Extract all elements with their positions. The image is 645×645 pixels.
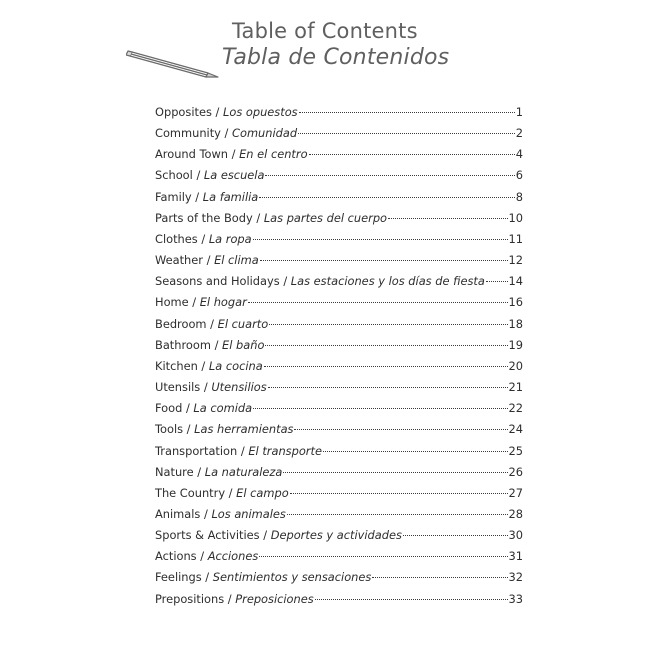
entry-text	[155, 567, 371, 588]
page-number: 28	[508, 506, 523, 521]
page-number: 20	[508, 358, 523, 373]
entry-title-english: School	[155, 168, 193, 183]
entry-separator: /	[192, 168, 204, 183]
entry-title-spanish: El transporte	[248, 443, 322, 458]
dot-leader	[265, 175, 514, 176]
entry-title-spanish: La ropa	[208, 231, 252, 246]
entry-title-english: Transportation	[155, 443, 238, 458]
toc-entry	[155, 483, 523, 504]
entry-text	[155, 356, 263, 377]
entry-text	[155, 292, 247, 313]
toc-entry	[155, 419, 523, 440]
toc-entry	[155, 102, 523, 123]
entry-title-spanish: El cuarto	[217, 316, 269, 331]
page-number: 8	[515, 189, 523, 204]
entry-separator: /	[196, 549, 208, 564]
entry-title-spanish: La cocina	[208, 358, 263, 373]
entry-separator: /	[193, 464, 205, 479]
toc-entry	[155, 187, 523, 208]
dot-leader	[264, 366, 508, 367]
toc-entry	[155, 229, 523, 250]
dot-leader	[260, 260, 508, 261]
entry-separator: /	[188, 295, 200, 310]
entry-text	[155, 187, 258, 208]
entry-separator: /	[200, 380, 212, 395]
entry-text	[155, 483, 289, 504]
entry-separator: /	[228, 147, 240, 162]
entry-text	[155, 102, 298, 123]
dot-leader	[323, 451, 508, 452]
entry-text	[155, 398, 252, 419]
entry-text	[155, 208, 387, 229]
entry-title-spanish: La naturaleza	[204, 464, 283, 479]
entry-title-spanish: El clima	[214, 253, 259, 268]
page-number: 19	[508, 337, 523, 352]
entry-separator: /	[279, 274, 291, 289]
dot-leader	[309, 154, 515, 155]
entry-title-spanish: En el centro	[239, 147, 308, 162]
entry-title-spanish: Las herramientas	[194, 422, 294, 437]
toc-entry	[155, 377, 523, 398]
entry-separator: /	[197, 358, 209, 373]
page-number: 11	[508, 231, 523, 246]
entry-title-english: Tools	[155, 422, 184, 437]
page-number: 26	[508, 464, 523, 479]
toc-entry	[155, 314, 523, 335]
entry-title-spanish: Las estaciones y los días de fiesta	[290, 274, 485, 289]
entry-separator: /	[182, 401, 194, 416]
toc-entry	[155, 356, 523, 377]
dot-leader	[388, 218, 507, 219]
entry-title-spanish: El campo	[236, 485, 289, 500]
entry-separator: /	[210, 337, 223, 352]
toc-entry	[155, 525, 523, 546]
toc-entry	[155, 271, 523, 292]
entry-text	[155, 525, 402, 546]
entry-title-english: Opposites	[155, 105, 212, 119]
entry-title-spanish: Los animales	[211, 506, 286, 521]
dot-leader	[403, 535, 508, 536]
page-number: 18	[508, 316, 523, 331]
entry-title-english: Seasons and Holidays	[155, 274, 280, 289]
entry-separator: /	[197, 231, 209, 246]
entry-title-english: The Country	[155, 485, 226, 500]
entry-title-english: Nature	[155, 464, 194, 479]
dot-leader	[259, 556, 507, 557]
toc-entry	[155, 589, 523, 610]
entry-title-english: Bathroom	[155, 337, 211, 352]
entry-text	[155, 165, 264, 186]
dot-leader	[283, 472, 507, 473]
entry-text	[155, 229, 252, 250]
entry-title-english: Around Town	[155, 147, 229, 162]
page-number: 33	[508, 591, 523, 606]
page-number: 1	[515, 105, 523, 119]
dot-leader	[290, 493, 508, 494]
toc-entry	[155, 441, 523, 462]
entry-separator: /	[201, 570, 213, 585]
entry-separator: /	[211, 105, 223, 119]
entry-separator: /	[225, 485, 237, 500]
entry-title-spanish: Preposiciones	[235, 591, 314, 606]
entry-separator: /	[191, 189, 203, 204]
pencil-icon	[126, 46, 222, 80]
entry-title-english: Actions	[155, 549, 197, 564]
entry-title-english: Parts of the Body	[155, 210, 253, 225]
entry-separator: /	[252, 210, 264, 225]
entry-title-english: Community	[155, 126, 221, 141]
entry-title-spanish: El hogar	[199, 295, 247, 310]
entry-title-english: Feelings	[155, 570, 202, 585]
entry-separator: /	[183, 422, 195, 437]
title-spanish: Tabla de Contenidos	[222, 45, 450, 70]
page-number: 22	[508, 401, 523, 416]
entry-title-spanish: Sentimientos y sensaciones	[212, 570, 372, 585]
entry-title-spanish: Comunidad	[232, 126, 298, 141]
entry-title-english: Weather	[155, 253, 203, 268]
page-number: 12	[508, 253, 523, 268]
entry-separator: /	[202, 253, 215, 268]
entry-text	[155, 271, 485, 292]
page-number: 25	[508, 443, 523, 458]
toc-entry	[155, 546, 523, 567]
toc-entry	[155, 398, 523, 419]
entry-title-english: Family	[155, 189, 192, 204]
entry-text	[155, 546, 258, 567]
entry-title-spanish: El baño	[222, 337, 265, 352]
page-number: 27	[508, 485, 523, 500]
page-number: 31	[508, 549, 523, 564]
entry-title-english: Clothes	[155, 231, 198, 246]
entry-text	[155, 314, 268, 335]
page-number: 4	[515, 147, 523, 162]
toc-entry	[155, 567, 523, 588]
entry-title-english: Kitchen	[155, 358, 198, 373]
entry-title-spanish: Las partes del cuerpo	[263, 210, 388, 225]
entry-title-english: Utensils	[155, 380, 201, 395]
toc-entry	[155, 165, 523, 186]
dot-leader	[253, 408, 507, 409]
title-english: Table of Contents	[232, 19, 418, 43]
dot-leader	[287, 514, 508, 515]
toc-entry	[155, 123, 523, 144]
entry-title-spanish: La comida	[193, 401, 253, 416]
toc-entry	[155, 144, 523, 165]
entry-text	[155, 504, 286, 525]
dot-leader	[299, 112, 515, 113]
dot-leader	[253, 239, 508, 240]
page-number: 16	[508, 295, 523, 310]
dot-leader	[372, 577, 507, 578]
entry-text	[155, 335, 264, 356]
page-number: 14	[508, 274, 523, 289]
entry-title-spanish: Deportes y actividades	[270, 528, 402, 543]
toc-entry	[155, 250, 523, 271]
toc-entry	[155, 292, 523, 313]
entry-separator: /	[206, 316, 218, 331]
entry-separator: /	[237, 443, 249, 458]
entry-title-english: Sports & Activities	[155, 528, 260, 543]
entry-title-spanish: Acciones	[207, 549, 259, 564]
dot-leader	[259, 197, 514, 198]
page-number: 24	[508, 422, 523, 437]
dot-leader	[298, 133, 515, 134]
entry-text	[155, 123, 297, 144]
entry-title-english: Animals	[155, 506, 201, 521]
entry-title-english: Home	[155, 295, 189, 310]
dot-leader	[269, 324, 507, 325]
toc-entry	[155, 504, 523, 525]
dot-leader	[265, 345, 507, 346]
entry-title-spanish: La escuela	[203, 168, 265, 183]
entry-text	[155, 144, 308, 165]
entry-title-spanish: Los opuestos	[223, 105, 298, 119]
dot-leader	[486, 281, 508, 282]
page-number: 10	[508, 210, 523, 225]
toc-list	[155, 102, 523, 610]
page-number: 2	[515, 126, 523, 141]
dot-leader	[248, 302, 508, 303]
page-number: 32	[508, 570, 523, 585]
entry-separator: /	[224, 591, 236, 606]
entry-title-spanish: Utensilios	[211, 380, 267, 395]
entry-text	[155, 441, 322, 462]
toc-entry	[155, 335, 523, 356]
entry-title-english: Prepositions	[155, 591, 225, 606]
page-number: 21	[508, 380, 523, 395]
dot-leader	[315, 599, 508, 600]
entry-title-english: Food	[155, 401, 183, 416]
entry-title-english: Bedroom	[155, 316, 207, 331]
entry-separator: /	[200, 506, 212, 521]
entry-separator: /	[220, 126, 233, 141]
page-number: 6	[515, 168, 523, 183]
entry-text	[155, 462, 282, 483]
entry-separator: /	[259, 528, 271, 543]
entry-text	[155, 419, 293, 440]
toc-entry	[155, 462, 523, 483]
dot-leader	[294, 429, 507, 430]
toc-entry	[155, 208, 523, 229]
entry-title-spanish: La familia	[202, 189, 259, 204]
entry-text	[155, 589, 314, 610]
entry-text	[155, 250, 259, 271]
page-number: 30	[508, 528, 523, 543]
entry-text	[155, 377, 267, 398]
dot-leader	[268, 387, 508, 388]
